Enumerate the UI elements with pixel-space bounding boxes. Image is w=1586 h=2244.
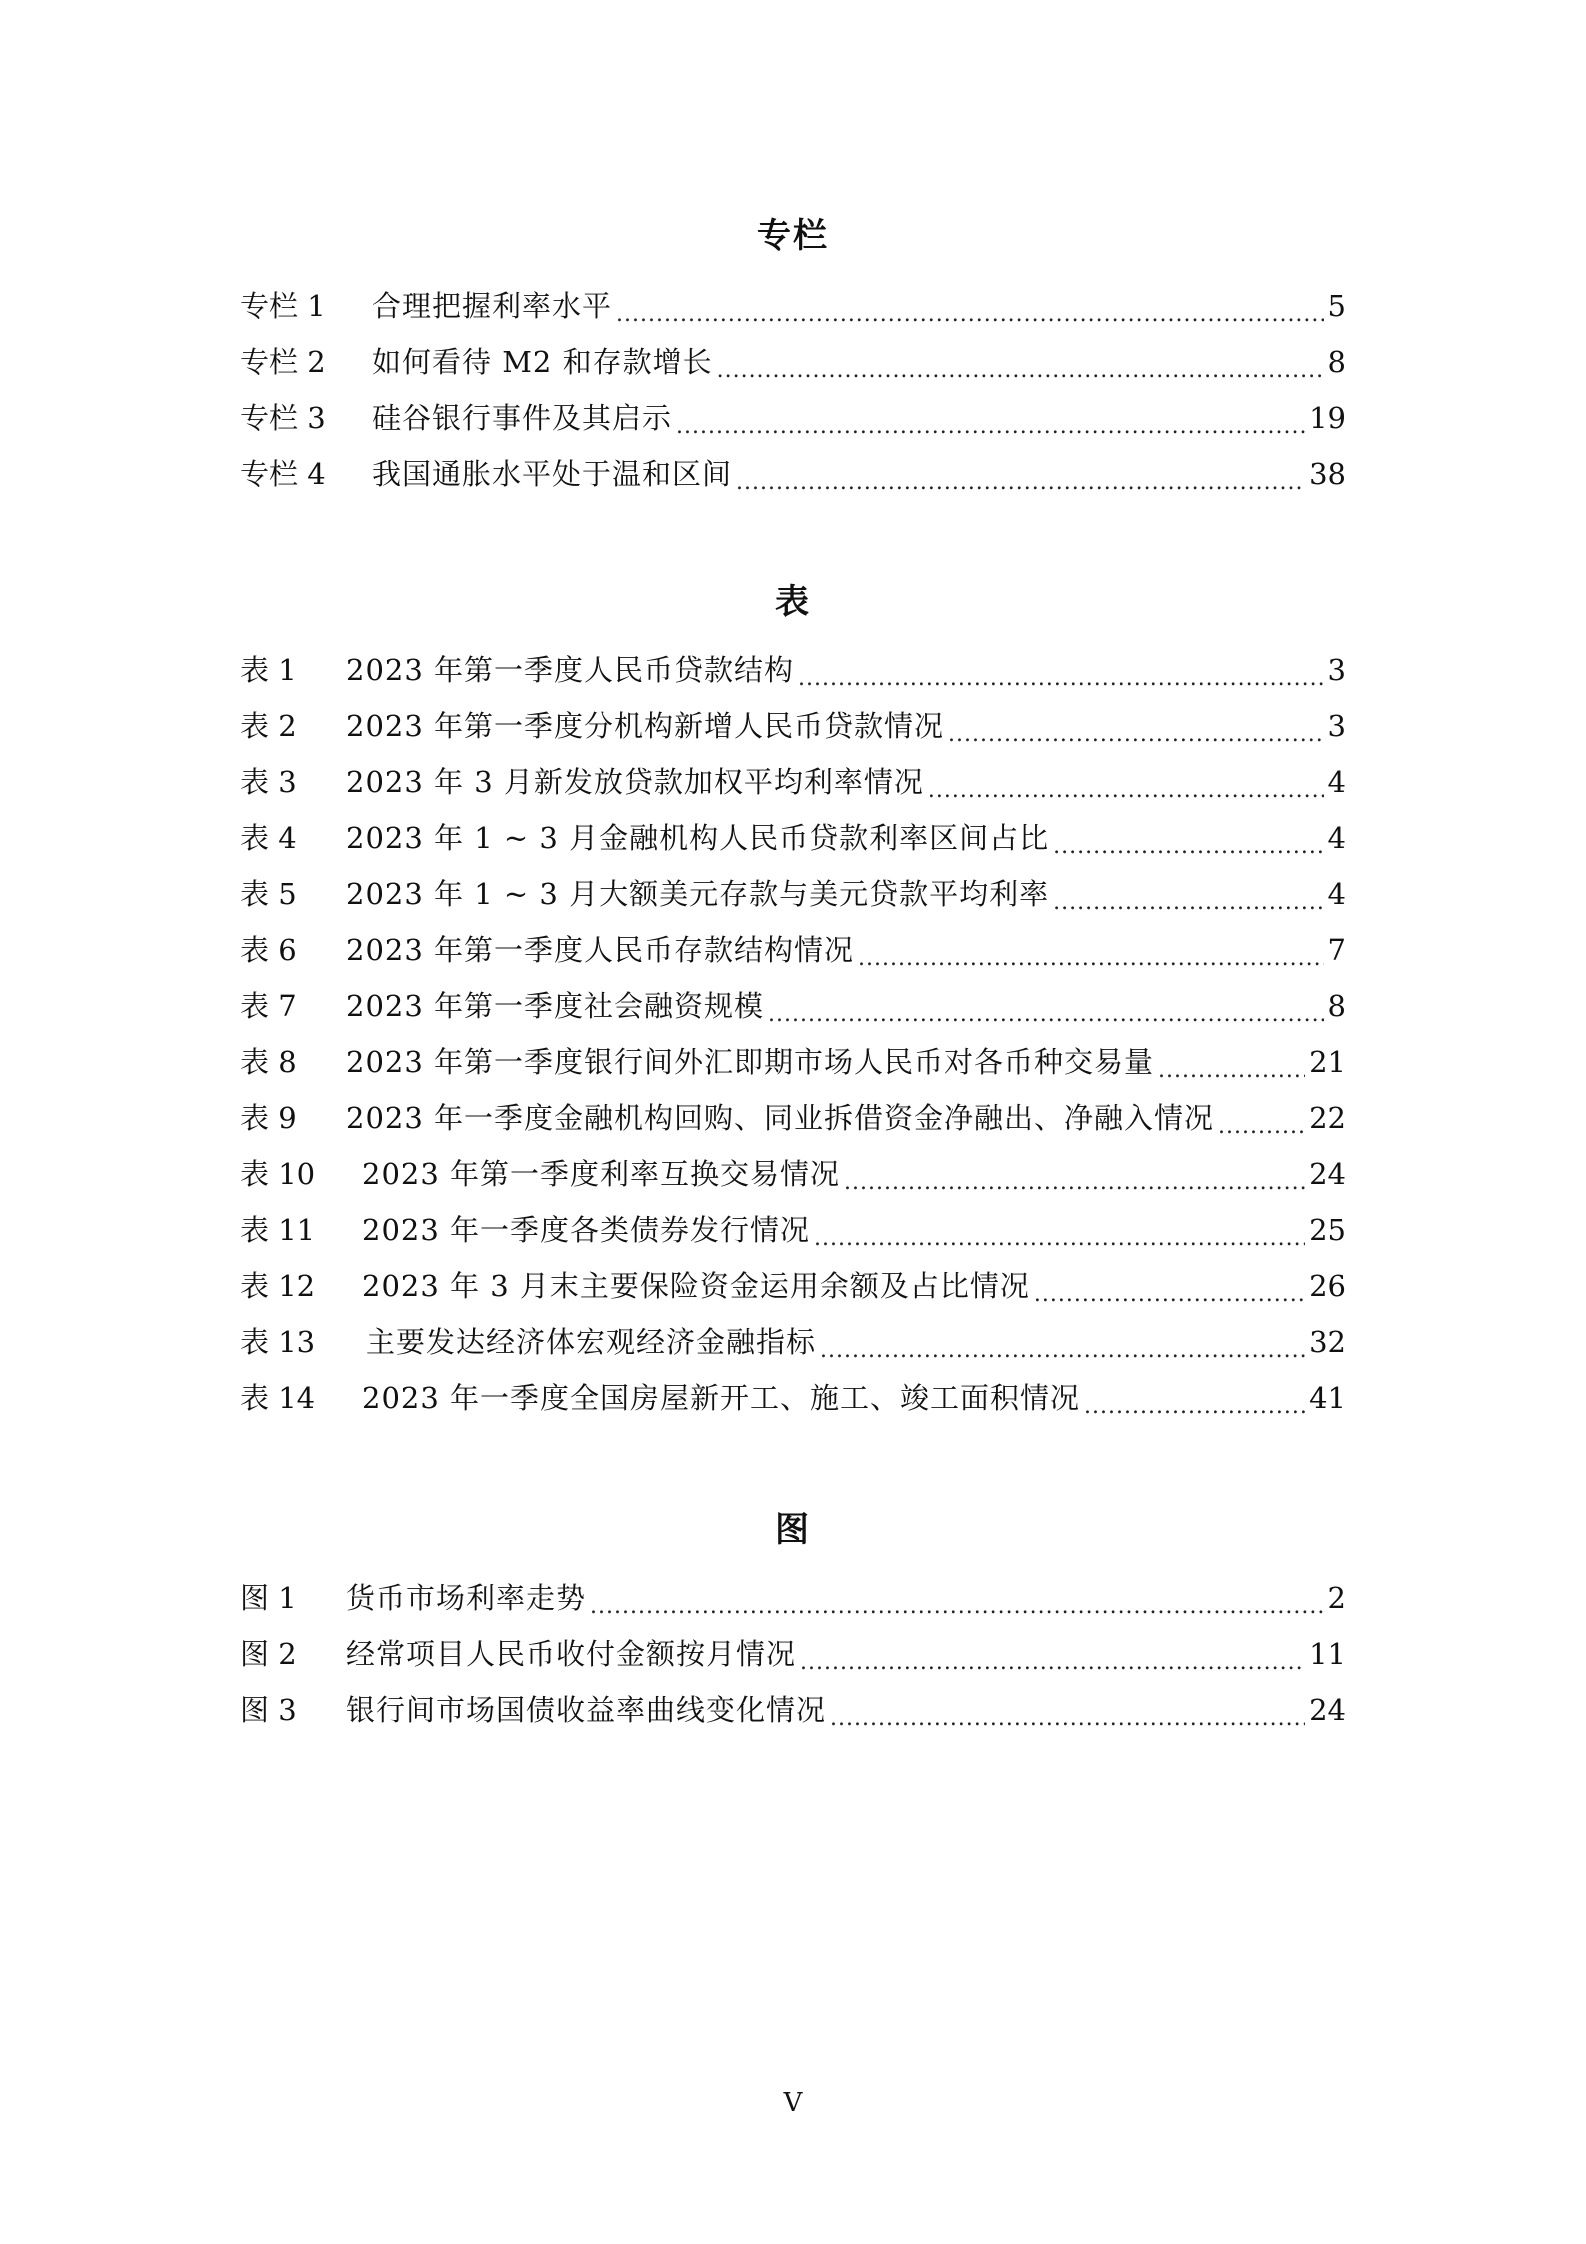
entry-label: 专栏 1: [240, 289, 326, 323]
entry-title: 2023 年第一季度人民币存款结构情况: [346, 933, 855, 967]
columns-entry-3[interactable]: [240, 394, 1346, 442]
entry-title: 2023 年第一季度分机构新增人民币贷款情况: [346, 709, 945, 743]
dot-leader: [1084, 1392, 1305, 1422]
entry-title: 货币市场利率走势: [346, 1581, 587, 1615]
columns-heading: 专栏: [757, 216, 829, 256]
entry-page: 7: [1327, 933, 1346, 967]
tables-entry-13[interactable]: [240, 1318, 1346, 1366]
tables-entry-2[interactable]: [240, 702, 1346, 750]
entry-page: 4: [1327, 821, 1346, 855]
dot-leader: [1158, 1056, 1305, 1086]
figures-entry-2[interactable]: [240, 1630, 1346, 1678]
dot-leader: [948, 720, 1324, 750]
entry-title: 2023 年第一季度利率互换交易情况: [362, 1157, 841, 1191]
entry-page: 32: [1309, 1325, 1346, 1359]
entry-title: 我国通胀水平处于温和区间: [372, 457, 733, 491]
entry-title: 主要发达经济体宏观经济金融指标: [366, 1325, 817, 1359]
tables-entry-4[interactable]: [240, 814, 1346, 862]
entry-page: 5: [1327, 289, 1346, 323]
dot-leader: [798, 664, 1324, 694]
dot-leader: [800, 1648, 1305, 1678]
columns-entry-4[interactable]: [240, 450, 1346, 498]
columns-entry-2[interactable]: [240, 338, 1346, 386]
dot-leader: [1218, 1112, 1305, 1142]
tables-entry-3[interactable]: [240, 758, 1346, 806]
tables-entry-5[interactable]: [240, 870, 1346, 918]
entry-label: 表 10: [240, 1157, 316, 1191]
entry-title: 2023 年 3 月新发放贷款加权平均利率情况: [346, 765, 924, 799]
tables-entry-1[interactable]: [240, 646, 1346, 694]
dot-leader: [928, 776, 1324, 806]
entry-page: 24: [1309, 1693, 1346, 1727]
entry-label: 表 8: [240, 1045, 297, 1079]
figures-entry-3[interactable]: [240, 1686, 1346, 1734]
entry-label: 表 3: [240, 765, 297, 799]
entry-label: 专栏 4: [240, 457, 326, 491]
figures-heading: 图: [775, 1510, 811, 1550]
entry-label: 表 9: [240, 1101, 297, 1135]
entry-page: 38: [1309, 457, 1346, 491]
dot-leader: [616, 300, 1324, 330]
entry-title: 2023 年 3 月末主要保险资金运用余额及占比情况: [362, 1269, 1030, 1303]
entry-page: 26: [1309, 1269, 1346, 1303]
tables-heading: 表: [775, 582, 811, 622]
entry-page: 25: [1309, 1213, 1346, 1247]
columns-entry-1[interactable]: [240, 282, 1346, 330]
dot-leader: [814, 1224, 1305, 1254]
entry-page: 3: [1327, 709, 1346, 743]
entry-page: 22: [1309, 1101, 1346, 1135]
tables-entry-10[interactable]: [240, 1150, 1346, 1198]
entry-title: 合理把握利率水平: [372, 289, 613, 323]
entry-page: 3: [1327, 653, 1346, 687]
entry-label: 表 5: [240, 877, 297, 911]
dot-leader: [820, 1336, 1305, 1366]
dot-leader: [590, 1592, 1324, 1622]
entry-title: 银行间市场国债收益率曲线变化情况: [346, 1693, 827, 1727]
entry-label: 表 4: [240, 821, 297, 855]
entry-title: 硅谷银行事件及其启示: [372, 401, 673, 435]
entry-page: 41: [1309, 1381, 1346, 1415]
dot-leader: [676, 412, 1305, 442]
dot-leader: [1053, 832, 1323, 862]
tables-entry-11[interactable]: [240, 1206, 1346, 1254]
entry-label: 表 14: [240, 1381, 316, 1415]
entry-title: 2023 年一季度金融机构回购、同业拆借资金净融出、净融入情况: [346, 1101, 1215, 1135]
tables-entry-12[interactable]: [240, 1262, 1346, 1310]
entry-page: 8: [1327, 989, 1346, 1023]
tables-entry-6[interactable]: [240, 926, 1346, 974]
entry-label: 表 12: [240, 1269, 316, 1303]
entry-title: 2023 年 1 ~ 3 月金融机构人民币贷款利率区间占比: [346, 821, 1050, 855]
entry-page: 2: [1327, 1581, 1346, 1615]
tables-entry-7[interactable]: [240, 982, 1346, 1030]
dot-leader: [1053, 888, 1323, 918]
entry-label: 图 2: [240, 1637, 297, 1671]
entry-label: 表 1: [240, 653, 297, 687]
dot-leader: [717, 356, 1324, 386]
entry-label: 专栏 3: [240, 401, 326, 435]
dot-leader: [844, 1168, 1305, 1198]
entry-label: 图 1: [240, 1581, 297, 1615]
entry-title: 2023 年一季度各类债券发行情况: [362, 1213, 811, 1247]
entry-page: 21: [1309, 1045, 1346, 1079]
entry-label: 表 6: [240, 933, 297, 967]
page-number: V: [783, 2088, 803, 2118]
entry-title: 2023 年第一季度银行间外汇即期市场人民币对各币种交易量: [346, 1045, 1155, 1079]
entry-title: 2023 年 1 ~ 3 月大额美元存款与美元贷款平均利率: [346, 877, 1050, 911]
entry-page: 24: [1309, 1157, 1346, 1191]
entry-title: 经常项目人民币收付金额按月情况: [346, 1637, 797, 1671]
entry-label: 表 13: [240, 1325, 316, 1359]
entry-label: 专栏 2: [240, 345, 326, 379]
entry-label: 表 7: [240, 989, 297, 1023]
entry-title: 2023 年第一季度人民币贷款结构: [346, 653, 795, 687]
dot-leader: [736, 468, 1305, 498]
entry-page: 4: [1327, 765, 1346, 799]
tables-entry-8[interactable]: [240, 1038, 1346, 1086]
dot-leader: [768, 1000, 1324, 1030]
entry-title: 2023 年一季度全国房屋新开工、施工、竣工面积情况: [362, 1381, 1081, 1415]
entry-title: 2023 年第一季度社会融资规模: [346, 989, 765, 1023]
entry-page: 4: [1327, 877, 1346, 911]
tables-entry-14[interactable]: [240, 1374, 1346, 1422]
entry-page: 11: [1309, 1637, 1346, 1671]
entry-page: 19: [1309, 401, 1346, 435]
figures-entry-1[interactable]: [240, 1574, 1346, 1622]
entry-label: 表 2: [240, 709, 297, 743]
entry-label: 表 11: [240, 1213, 316, 1247]
dot-leader: [1034, 1280, 1305, 1310]
entry-title: 如何看待 M2 和存款增长: [372, 345, 713, 379]
tables-entry-9[interactable]: [240, 1094, 1346, 1142]
dot-leader: [830, 1704, 1305, 1734]
entry-label: 图 3: [240, 1693, 297, 1727]
entry-page: 8: [1327, 345, 1346, 379]
dot-leader: [858, 944, 1324, 974]
